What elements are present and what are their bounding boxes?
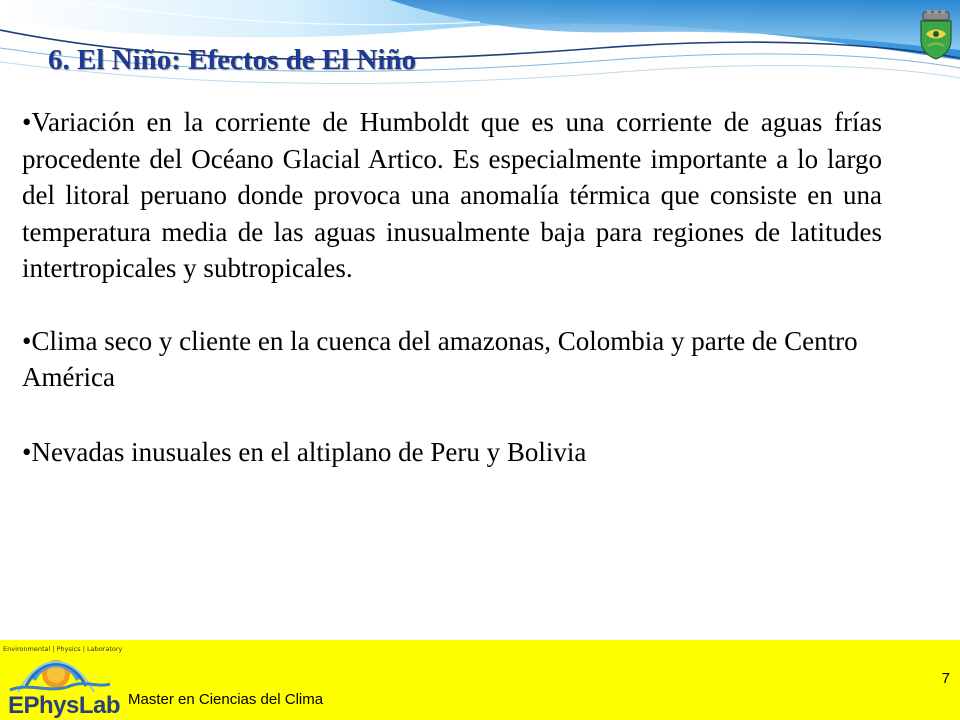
slide-title: 6. El Niño: Efectos de El Niño	[48, 44, 417, 76]
ephyslab-logo	[0, 640, 123, 720]
logo-wordmark: EPhysLab	[8, 692, 121, 719]
slide-body	[22, 104, 882, 470]
page-number: 7	[941, 670, 950, 687]
bullet-humboldt-current: • Variación en la corriente de Humboldt que es una corriente de aguas frías procedente del Océano Glacial Artico. Es especialmente importante a lo largo del litoral peruano donde provoca una anomalía térmica que consiste en una temperatura media de las aguas inusualmente baja para regiones de latitudes intertropicales y subtropicales.	[22, 104, 882, 287]
footer-bar	[0, 640, 960, 720]
bullet-unusual-snowfall: • Nevadas inusuales en el altiplano de Peru y Bolivia	[22, 434, 882, 471]
logo-tagline: Environmental | Physics | Laboratory	[3, 645, 123, 653]
municipal-crest-icon	[918, 10, 954, 60]
bullet-dry-climate: • Clima seco y cliente en la cuenca del amazonas, Colombia y parte de Centro América	[22, 323, 882, 396]
footer-course-label: Master en Ciencias del Clima	[128, 691, 324, 708]
